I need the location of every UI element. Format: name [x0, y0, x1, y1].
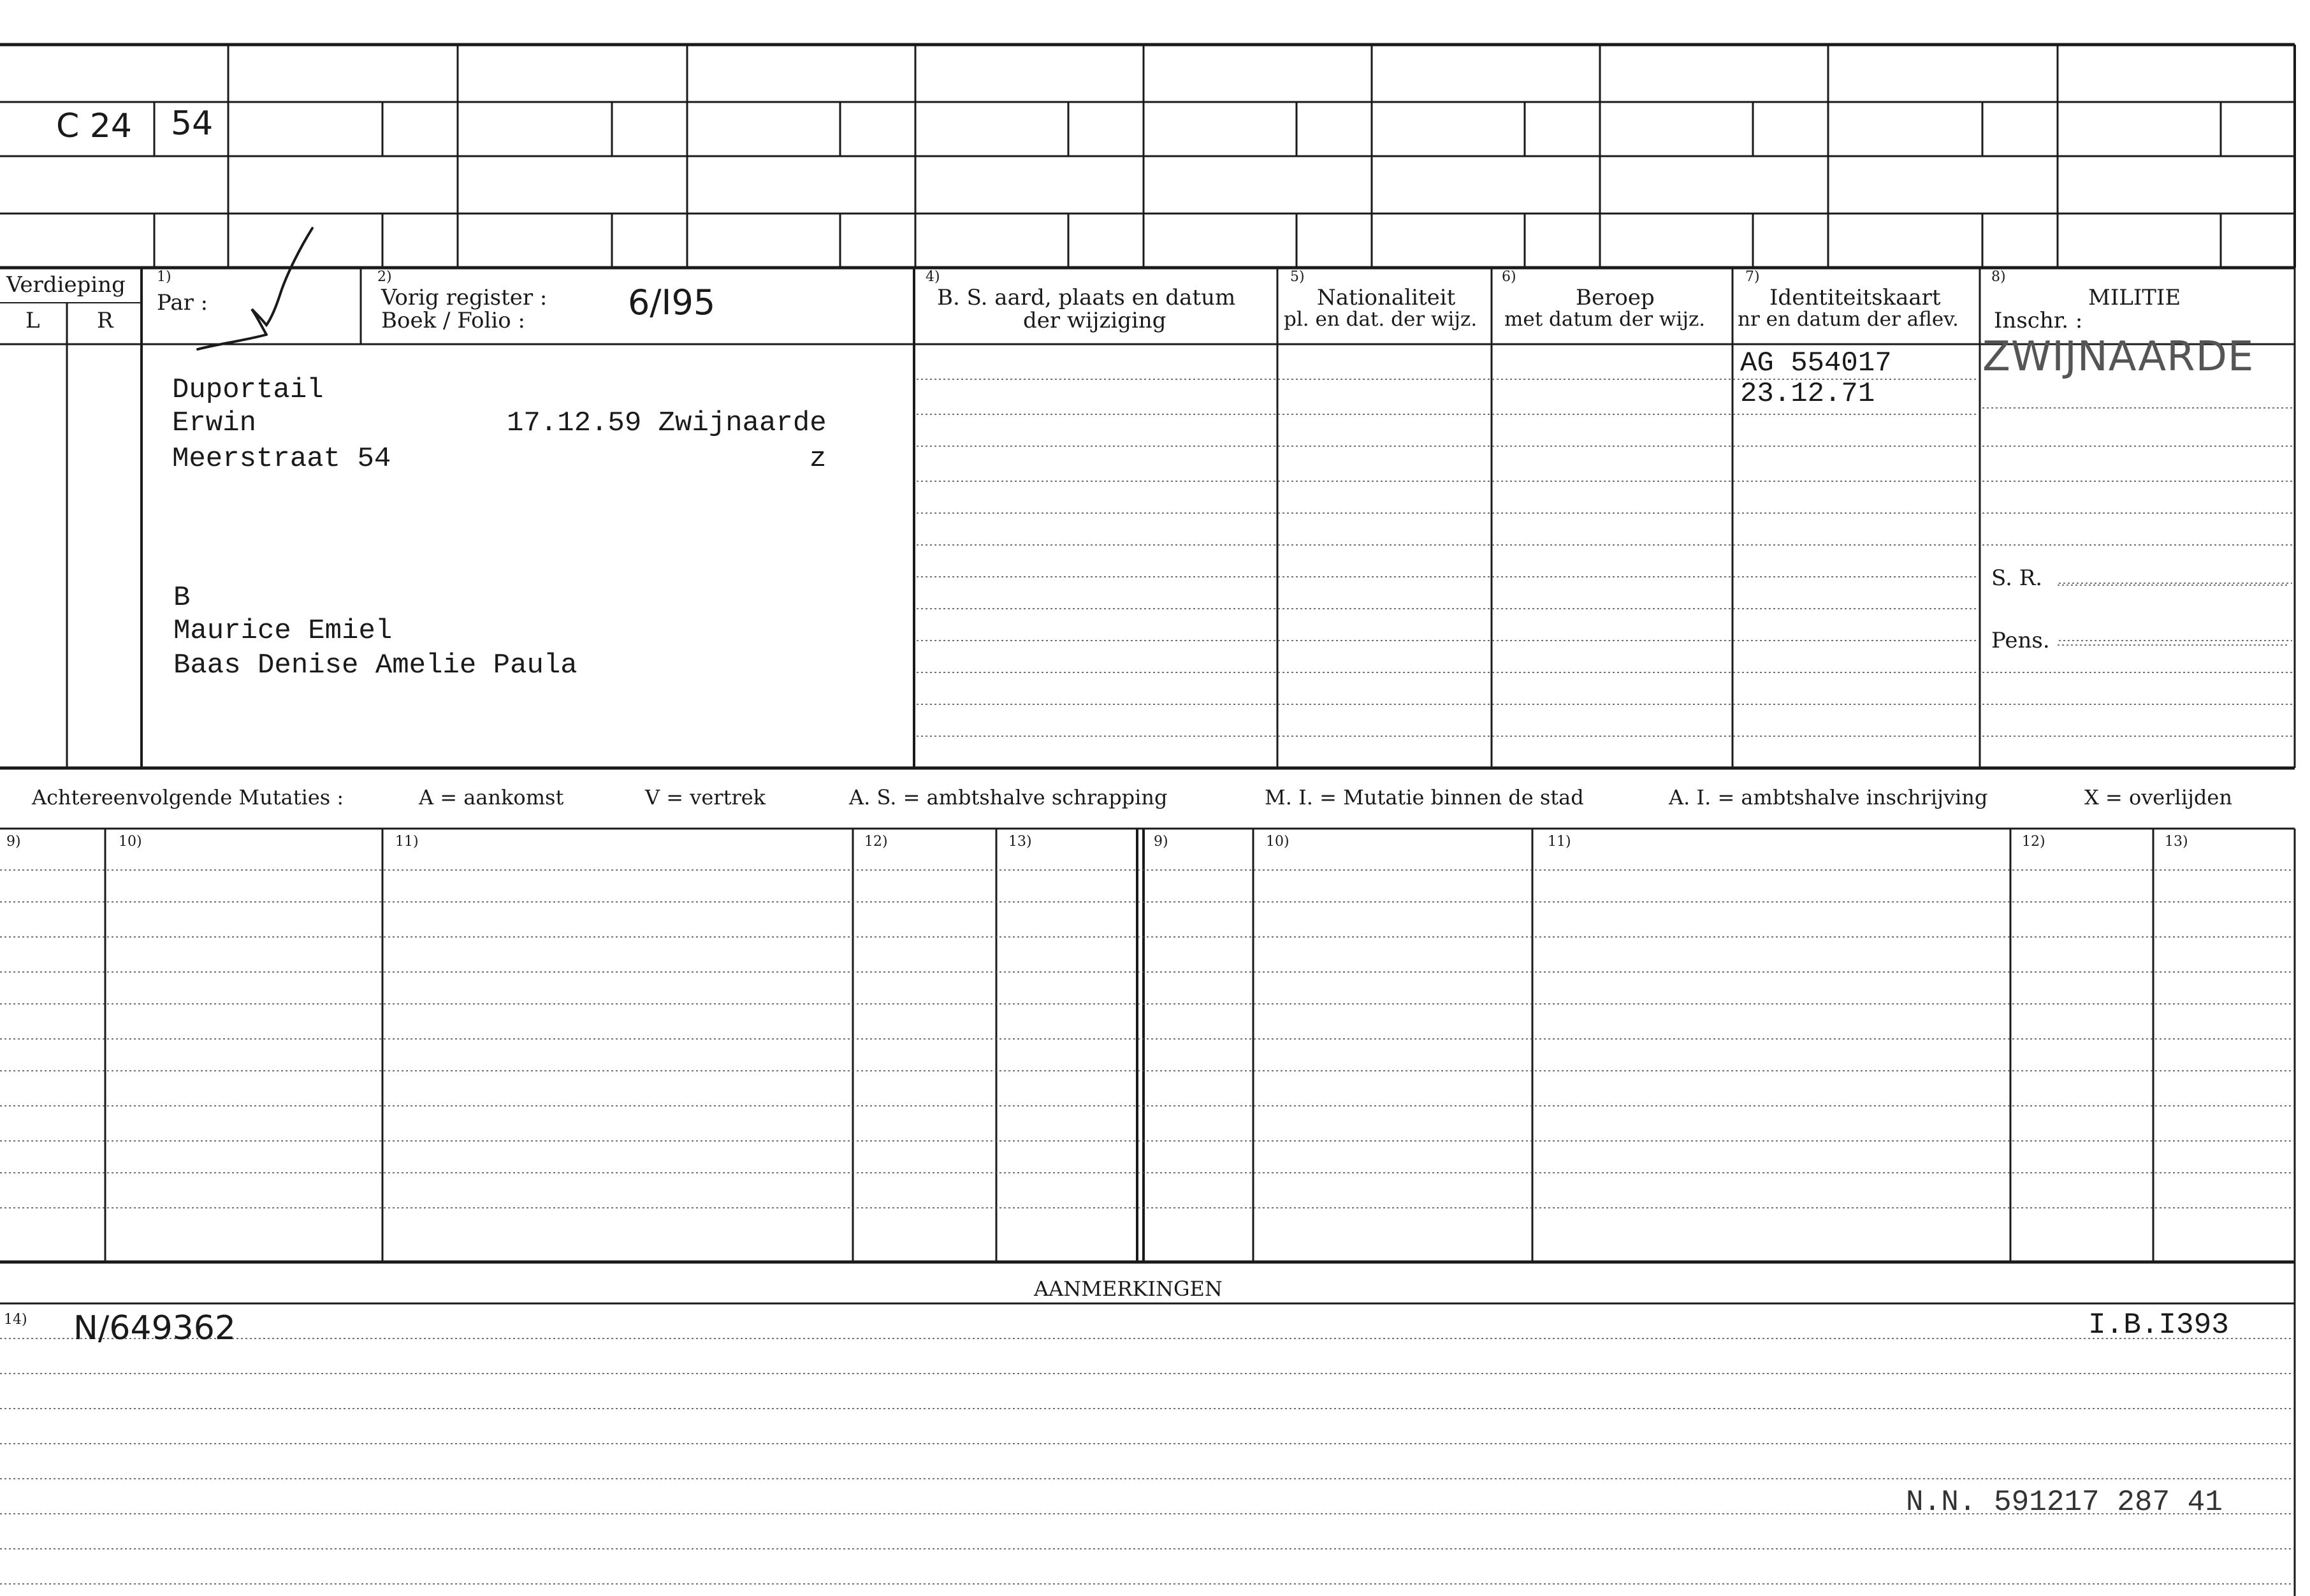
col7-line2: nr en datum der aflev. [1738, 308, 1959, 331]
vorig-register-value: 6/I95 [628, 282, 716, 323]
mut-col-9-b: 9) [1154, 834, 1168, 850]
remarks-right-ref: I.B.I393 [2088, 1309, 2229, 1342]
legend-death: X = overlijden [2084, 785, 2232, 809]
col1-num: 1) [157, 269, 171, 285]
mut-col-12-b: 12) [2022, 834, 2045, 850]
ref-code: C 24 [56, 107, 133, 145]
first-name: Erwin [172, 407, 257, 439]
verdieping-title: Verdieping [6, 272, 126, 298]
legend-title: Achtereenvolgende Mutaties : [32, 785, 344, 809]
col6-num: 6) [1502, 269, 1516, 285]
id-card-date: 23.12.71 [1740, 378, 1875, 410]
legend-ambtshalve-inschrijving: A. I. = ambtshalve inschrijving [1669, 785, 1988, 809]
remarks-title: AANMERKINGEN [1034, 1277, 1223, 1301]
remarks-num: 14) [4, 1312, 27, 1328]
vorig-register-label: Vorig register : [381, 285, 548, 310]
address: Meerstraat 54 [172, 443, 391, 475]
surname: Duportail [172, 374, 324, 406]
col6-line2: met datum der wijz. [1504, 308, 1706, 331]
sr-label: S. R. [1991, 565, 2043, 591]
mut-col-11-a: 11) [395, 834, 419, 850]
legend-departure: V = vertrek [645, 785, 766, 809]
civil-status: B [173, 582, 191, 614]
national-number: N.N. 591217 287 41 [1906, 1486, 2223, 1519]
verdieping-left: L [25, 308, 40, 333]
col8-num: 8) [1991, 269, 2006, 285]
col4-line2: der wijziging [1023, 308, 1166, 333]
col2-num: 2) [377, 269, 392, 285]
col6-line1: Beroep [1576, 285, 1655, 310]
mut-col-9-a: 9) [6, 834, 21, 850]
militie-title: MILITIE [2088, 285, 2181, 310]
mut-col-13-b: 13) [2165, 834, 2188, 850]
id-card-number: AG 554017 [1740, 347, 1892, 379]
inschr-label: Inschr. : [1994, 308, 2083, 333]
col7-num: 7) [1745, 269, 1760, 285]
remarks-left-ref: N/649362 [73, 1309, 236, 1347]
legend-ambtshalve-schrapping: A. S. = ambtshalve schrapping [849, 785, 1168, 809]
mother-name: Baas Denise Amelie Paula [173, 649, 578, 681]
mut-col-10-a: 10) [119, 834, 142, 850]
pens-label: Pens. [1991, 628, 2050, 653]
father-name: Maurice Emiel [173, 615, 393, 647]
mut-col-13-a: 13) [1008, 834, 1032, 850]
verdieping-right: R [97, 308, 113, 333]
mut-col-11-b: 11) [1548, 834, 1571, 850]
par-signature-mark [191, 223, 331, 351]
militie-stamp: ZWIJNAARDE [1982, 333, 2255, 381]
par-label: Par : [157, 290, 208, 316]
sex-code: z [810, 443, 827, 475]
mut-col-10-b: 10) [1266, 834, 1289, 850]
ref-number: 54 [171, 105, 214, 143]
mut-col-12-a: 12) [864, 834, 888, 850]
col4-line1: B. S. aard, plaats en datum [937, 285, 1236, 310]
legend-arrival: A = aankomst [419, 785, 564, 809]
col5-line2: pl. en dat. der wijz. [1284, 308, 1478, 331]
col7-line1: Identiteitskaart [1769, 285, 1941, 310]
col5-line1: Nationaliteit [1317, 285, 1456, 310]
col4-num: 4) [926, 269, 940, 285]
birth-date-place: 17.12.59 Zwijnaarde [507, 407, 827, 439]
legend-mutatie-stad: M. I. = Mutatie binnen de stad [1265, 785, 1584, 809]
boek-folio-label: Boek / Folio : [381, 308, 525, 333]
col5-num: 5) [1290, 269, 1305, 285]
